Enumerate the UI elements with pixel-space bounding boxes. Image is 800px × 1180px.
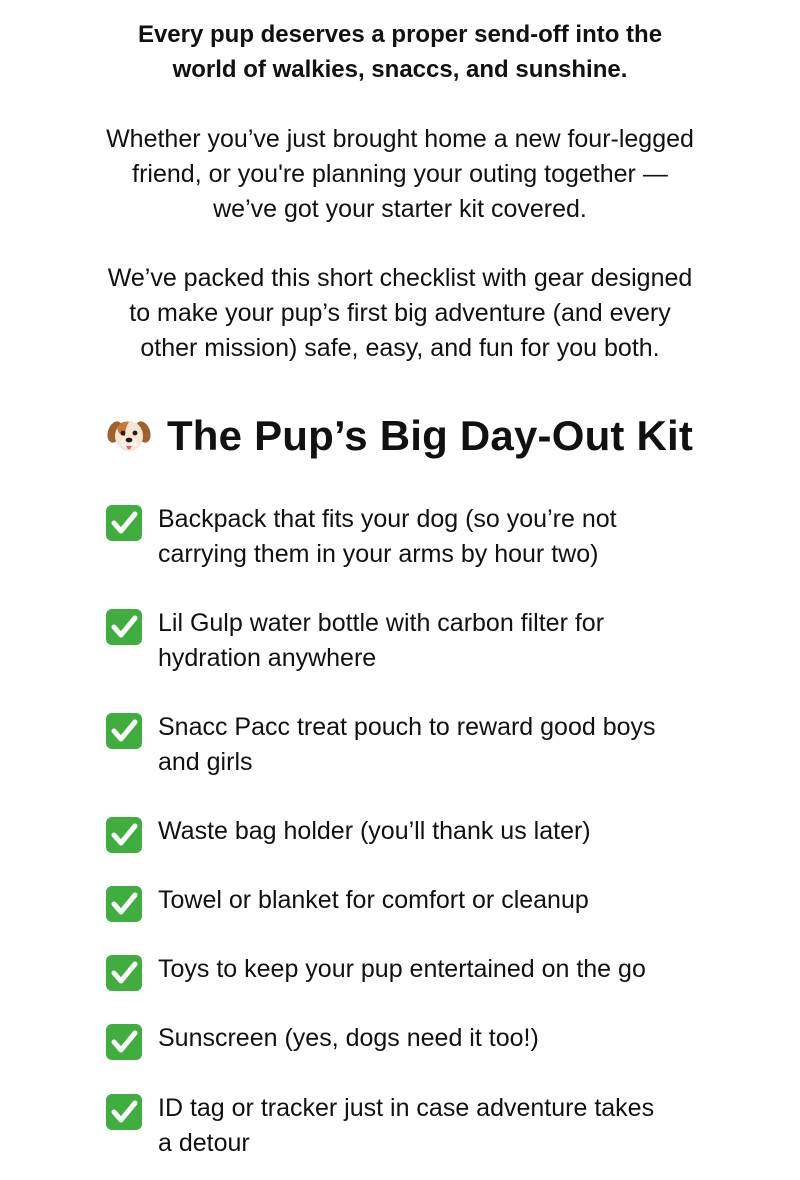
intro-paragraph-2 xyxy=(40,261,760,366)
check-mark-button-icon xyxy=(105,713,145,749)
dog-face-icon xyxy=(107,414,151,458)
checklist-item-text: Towel or blanket for comfort or cleanup xyxy=(158,886,589,914)
kit-heading-text: The Pup’s Big Day-Out Kit xyxy=(166,412,694,459)
intro-tagline xyxy=(40,17,760,87)
checklist-item-text-line2: a detour xyxy=(158,1129,250,1157)
checklist-item-text: Toys to keep your pup entertained on the go xyxy=(158,955,646,983)
checklist-item-text-line2: and girls xyxy=(158,748,253,776)
checklist-item-text: Snacc Pacc treat pouch to reward good boys xyxy=(158,713,656,741)
intro-paragraph-2-line1: We’ve packed this short checklist with gear designed xyxy=(107,264,693,292)
checklist-item-text-line2: carrying them in your arms by hour two) xyxy=(158,540,599,568)
checklist-item-text: Sunscreen (yes, dogs need it too!) xyxy=(158,1024,539,1052)
intro-tagline-line1: Every pup deserves a proper send-off into the xyxy=(137,21,663,48)
check-mark-button-icon xyxy=(105,1094,145,1130)
checklist-item-text-line2: hydration anywhere xyxy=(158,644,377,672)
check-mark-button-icon xyxy=(105,1024,145,1060)
intro-tagline-line2: world of walkies, snaccs, and sunshine. xyxy=(172,56,628,83)
check-mark-button-icon xyxy=(105,817,145,853)
intro-paragraph-2-line2: to make your pup’s first big adventure (and every xyxy=(129,299,671,327)
intro-paragraph-1-line2: friend, or you're planning your outing together — xyxy=(132,160,668,188)
checklist-item-text: Lil Gulp water bottle with carbon filter for xyxy=(158,609,605,637)
intro-paragraph-1-line3: we’ve got your starter kit covered. xyxy=(213,195,587,223)
check-mark-button-icon xyxy=(105,955,145,991)
intro-paragraph-1-line1: Whether you’ve just brought home a new four-legged xyxy=(106,125,694,153)
checklist-item-text: Waste bag holder (you’ll thank us later) xyxy=(158,817,591,845)
kit-heading xyxy=(0,406,800,466)
checklist-item-text: Backpack that fits your dog (so you’re not xyxy=(158,505,617,533)
intro-paragraph-1 xyxy=(40,122,760,227)
check-mark-button-icon xyxy=(105,886,145,922)
checklist-item-text: ID tag or tracker just in case adventure takes xyxy=(158,1094,655,1122)
intro-paragraph-2-line3: other mission) safe, easy, and fun for you both. xyxy=(140,334,660,362)
check-mark-button-icon xyxy=(105,609,145,645)
check-mark-button-icon xyxy=(105,505,145,541)
